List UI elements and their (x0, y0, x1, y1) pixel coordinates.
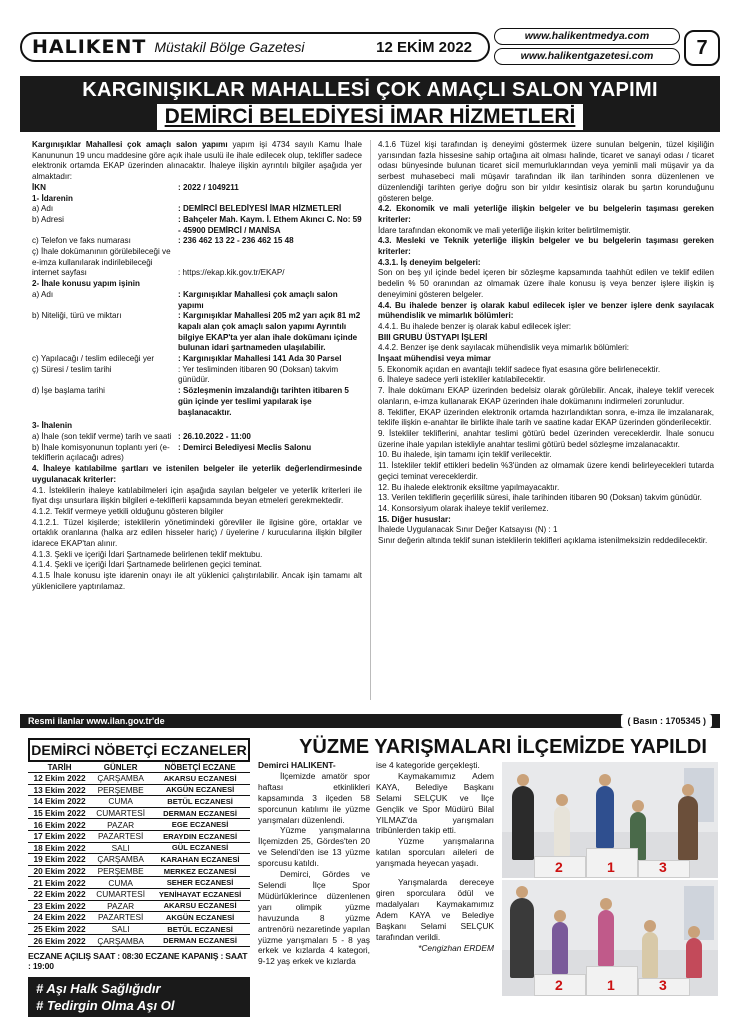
swim-paragraph-6: Yüzme yarışmalarına katılan sporcuları aileleri de yarışmada heyecan yaşadı. (376, 836, 494, 869)
pharmacy-date: 18 Ekim 2022 (28, 842, 91, 854)
admin-name-row (32, 204, 362, 215)
pharmacy-name: GÜL ECZANESİ (150, 842, 250, 854)
tender-column-left (32, 140, 362, 593)
pharmacy-row (28, 784, 250, 796)
pharmacy-day: PERŞEMBE (91, 784, 150, 796)
third-place-head (644, 920, 656, 932)
pharmacy-day: CUMARTESİ (91, 888, 150, 900)
tender-intro (32, 140, 362, 183)
issue-date: 12 EKİM 2022 (376, 38, 472, 56)
clause-14: 14. Konsorsiyum olarak ihaleye teklif verilemez. (378, 503, 549, 513)
winner-head (600, 898, 612, 910)
official-head (516, 886, 528, 898)
admin-phone-label: c) Telefon ve faks numarası (32, 236, 131, 246)
pharmacy-date: 13 Ekim 2022 (28, 784, 91, 796)
swim-paragraph-1: İlçemizde amatör spor haftası etkinlikleri kapsamında 3 ilçeden 58 sporcunun katılımı ile yüzme yarışmaları düzenlendi. (258, 770, 370, 825)
pharmacy-row (28, 830, 250, 842)
work-scope-value: : Kargınışıklar Mahallesi 205 m2 yarı açık 81 m2 kapalı alan çok amaçlı salon yapımı Ayrıntılı bilgiye EKAP'ta yer alan ihale dokümanı içinde bulunan idari şartnameden ulaşılabilir. (178, 311, 361, 353)
section-4-heading: 4. İhaleye katılabilme şartları ve istenilen belgeler ile yeterlik değerlendirmesinde uygulanacak kriterler: (32, 464, 362, 484)
podium-second-label: 2 (555, 977, 563, 993)
pharmacy-day: SALI (91, 842, 150, 854)
pharmacy-name: AKGÜN ECZANESİ (150, 784, 250, 796)
tender-venue-row (32, 443, 362, 464)
swim-article-column-2 (376, 760, 494, 953)
headline-subtitle: DEMİRCİ BELEDİYESİ İMAR HİZMETLERİ (157, 104, 584, 130)
coach-head (682, 784, 694, 796)
work-name-label: a) Adı (32, 289, 54, 299)
winner-head (599, 774, 611, 786)
pharmacy-date: 14 Ekim 2022 (28, 796, 91, 808)
clause-4-4-1: 4.4.1. Bu ihalede benzer iş olarak kabul edilecek işler: (378, 321, 572, 331)
pharmacy-date: 21 Ekim 2022 (28, 877, 91, 889)
admin-name-label: a) Adı (32, 204, 54, 214)
clause-4-1-6: 4.1.6 Tüzel kişi tarafından iş deneyimi göstermek üzere sunulan belgenin, tüzel kişiliğin yarısından fazla hissesine sahip ortağına ait olması halinde, ticaret ve sanayi odası / ticaret odası bünyesinde bulunan ticaret sicil memurluklarından veya yeminli mali müşavir ya da serbest muhasebeci mali müşavir tarafından ilk ilan tarihinden sonra düzenlenen ve düzenlendiği tarihten geriye doğru son bir yıldır kesintisiz olarak bu şartın korunduğunu gösteren belge. (378, 140, 714, 203)
pharmacy-name: BETÜL ECZANESİ (150, 796, 250, 808)
pharmacy-rows (28, 773, 250, 947)
section-1-heading: 1- İdarenin (32, 193, 73, 203)
work-scope-label: b) Niteliği, türü ve miktarı (32, 311, 122, 321)
pharmacy-date: 16 Ekim 2022 (28, 819, 91, 831)
clause-4-2: İdare tarafından ekonomik ve mali yeterliğe ilişkin kriter belirtilmemiştir. (378, 225, 631, 235)
pharmacy-day: PAZARTESİ (91, 830, 150, 842)
official-ads-note[interactable]: Resmi ilanlar www.ilan.gov.tr'de (28, 716, 165, 726)
pharmacy-name: KARAHAN ECZANESİ (150, 854, 250, 866)
work-scope-row (32, 311, 362, 354)
clause-4-1-2: 4.1.2. Teklif vermeye yetkili olduğunu gösteren bilgiler (32, 506, 224, 516)
pharmacy-day: ÇARŞAMBA (91, 935, 150, 947)
pharmacy-col-day: GÜNLER (91, 763, 150, 773)
podium-first-label: 1 (607, 859, 615, 875)
doc-site-row (32, 247, 362, 279)
work-start-label: d) İşe başlama tarihi (32, 386, 105, 396)
child-figure (686, 938, 702, 978)
pharmacy-day: CUMA (91, 796, 150, 808)
clause-4-1-2-1: 4.1.2.1. Tüzel kişilerde; isteklilerin yönetimindeki görevliler ile ilgisine göre, ortaklar ve ortaklık oranlarına (halka arz edilen hisseler hariç) / üyelerine / kurucularına ilişkin bilgiler idarece EKAP'tan alınır. (32, 517, 362, 549)
clause-4-1-4: 4.1.4. Şekli ve içeriği İdari Şartnamede belirlenen geçici teminat. (32, 560, 262, 570)
coach-figure (678, 796, 698, 860)
pharmacy-day: CUMA (91, 877, 150, 889)
clause-15-coefficient: İhalede Uygulanacak Sınır Değer Katsayısı (N) : 1 (378, 525, 558, 535)
clause-13: 13. Verilen tekliflerin geçerlilik süresi, ihale tarihinden itibaren 90 (Doksan) takvim günüdür. (378, 493, 702, 503)
pharmacy-row (28, 842, 250, 854)
clause-15-rejection: Sınır değerin altında teklif sunan isteklilerin teklifleri açıklama istenilmeksizin reddedilecektir. (378, 536, 708, 546)
podium-second-label: 2 (555, 859, 563, 875)
headline-banner (20, 76, 720, 132)
vaccine-slogan-box (28, 977, 250, 1017)
pharmacy-day: ÇARŞAMBA (91, 773, 150, 785)
official-figure (510, 898, 534, 978)
headline-title: KARGINIŞIKLAR MAHALLESİ ÇOK AMAÇLI SALON YAPIMI (82, 79, 658, 101)
podium-third (638, 860, 690, 878)
pharmacy-date: 22 Ekim 2022 (28, 888, 91, 900)
pharmacy-day: PAZARTESİ (91, 912, 150, 924)
pharmacy-title: DEMİRCİ NÖBETÇİ ECZANELER (28, 738, 250, 762)
podium-third (638, 978, 690, 996)
work-duration-value: : Yer tesliminden itibaren 90 (Doksan) takvim günüdür. (178, 364, 339, 385)
second-place-figure (552, 922, 568, 974)
clause-4-1-3: 4.1.3. Şekli ve içeriği İdari Şartnamede belirlenen teklif mektubu. (32, 549, 263, 559)
podium-second (534, 856, 586, 878)
ikn-value: : 2022 / 1049211 (178, 182, 239, 192)
doc-site-label: ç) İhale dokümanının görülebileceği ve e-imza kullanılarak indirilebileceği internet sayfası (32, 247, 171, 278)
masthead-bar (20, 32, 490, 62)
newspaper-subtitle: Müstakil Bölge Gazetesi (154, 39, 305, 55)
podium-third-label: 3 (659, 859, 667, 875)
pharmacy-name: AKGÜN ECZANESİ (150, 912, 250, 924)
clause-7: 7. İhale dokümanı EKAP üzerinden bedelsiz olarak görülebilir. Ancak, ihaleye teklif verecek olanların, e-imza kullanarak EKAP üzerinden ihale dokümanını indirmeleri zorunludur. (378, 386, 714, 406)
admin-address-label: b) Adresi (32, 214, 64, 224)
official-ads-strip (20, 714, 720, 728)
website-link-2[interactable]: www.halikentgazetesi.com (494, 48, 680, 65)
pharmacy-date: 20 Ekim 2022 (28, 865, 91, 877)
pharmacy-name: MERKEZ ECZANESİ (150, 865, 250, 877)
work-duration-row (32, 365, 362, 386)
section-3-heading: 3- İhalenin (32, 421, 73, 431)
clause-4-3-1-heading: 4.3.1. İş deneyim belgeleri: (378, 257, 481, 267)
admin-phone-value: : 236 462 13 22 - 236 462 15 48 (178, 236, 294, 246)
pharmacy-row (28, 900, 250, 912)
clause-15-heading: 15. Diğer hususlar: (378, 514, 451, 524)
work-start-row (32, 386, 362, 418)
pharmacy-col-date: TARİH (28, 763, 91, 773)
pharmacy-date: 17 Ekim 2022 (28, 830, 91, 842)
pharmacy-header-row (28, 763, 250, 773)
work-location-value: : Kargınışıklar Mahallesi 141 Ada 30 Parsel (178, 354, 342, 364)
newspaper-name: HALIKENT (32, 36, 147, 58)
clause-5: 5. Ekonomik açıdan en avantajlı teklif sadece fiyat esasına göre belirlenecektir. (378, 364, 661, 374)
clause-4-3-1: Son on beş yıl içinde bedel içeren bir sözleşme kapsamında taahhüt edilen ve teklif edilen bedelin % 50 oranından az olmamak üzere ihale konusu iş veya benzer işlere ilişkin iş deneyimini gösteren belgeler. (378, 268, 714, 299)
winner-figure (598, 910, 614, 966)
pharmacy-date: 23 Ekim 2022 (28, 900, 91, 912)
swim-paragraph-4: ise 4 kategoride gerçekleşti. (376, 760, 480, 770)
pharmacy-name: ERAYDIN ECZANESİ (150, 830, 250, 842)
pharmacy-row (28, 888, 250, 900)
admin-phone-row (32, 236, 362, 247)
pharmacy-name: YENİHAYAT ECZANESİ (150, 888, 250, 900)
tender-date-value: : 26.10.2022 - 11:00 (178, 431, 251, 441)
pharmacy-date: 19 Ekim 2022 (28, 854, 91, 866)
clause-10: 10. Bu ihalede, işin tamamı için teklif verilecektir. (378, 450, 552, 460)
second-place-head (554, 910, 566, 922)
pharmacy-name: AKARSU ECZANESİ (150, 900, 250, 912)
page-number: 7 (684, 30, 720, 66)
podium-first (586, 966, 638, 996)
tender-intro-bold: Kargınışıklar Mahallesi çok amaçlı salon yapımı (32, 140, 228, 149)
swim-paragraph-7: Yarışmalarda dereceye giren sporculara ödül ve madalyaları Kaymakamımız Adem KAYA ve Belediye Başkanı Selami SELÇUK tarafından verildi. (376, 877, 494, 942)
pharmacy-day: PAZAR (91, 819, 150, 831)
pharmacy-name: BETÜL ECZANESİ (150, 923, 250, 935)
swim-paragraph-3: Demirci, Gördes ve Selendi İlçe Spor Müdürlüklerince düzenlenen yarı olimpik yüzme havuzunda 8 yüzme antrenörü nezaretinde yapılan yüzme yarışmaları 5 - 8 yaş erkek ve kızlarda 4 kategori, 9-12 yaş erkek ve kızlarda (258, 869, 370, 967)
pharmacy-name: EGE ECZANESİ (150, 819, 250, 831)
doc-site-value[interactable]: : https://ekap.kik.gov.tr/EKAP/ (178, 268, 285, 278)
pharmacy-date: 25 Ekim 2022 (28, 923, 91, 935)
pharmacy-table (28, 763, 250, 947)
work-location-row (32, 354, 362, 365)
swim-paragraph-2: Yüzme yarışmalarına İlçemizden 25, Gördes'ten 20 ve Selendi'den ise 13 yüzme sporcusu katıldı. (258, 825, 370, 869)
section-2-heading: 2- İhale konusu yapım işinin (32, 279, 140, 289)
masthead (20, 28, 720, 72)
pharmacy-day: CUMARTESİ (91, 807, 150, 819)
author-signature: *Cengizhan ERDEM (418, 942, 494, 953)
pharmacy-row (28, 923, 250, 935)
clause-6: 6. İhaleye sadece yerli istekliler katılabilecektir. (378, 375, 546, 385)
pharmacy-row (28, 773, 250, 785)
work-location-label: c) Yapılacağı / teslim edileceği yer (32, 354, 155, 364)
pharmacy-row (28, 935, 250, 947)
pharmacy-day: PERŞEMBE (91, 865, 150, 877)
third-place-figure (642, 932, 658, 978)
pharmacy-row (28, 796, 250, 808)
clause-4-3-heading: 4.3. Mesleki ve Teknik yeterliğe ilişkin belgeler ve bu belgelerin taşıması gereken kriterler: (378, 236, 714, 257)
podium-second (534, 974, 586, 996)
vaccine-slogan-2: # Tedirgin Olma Aşı Ol (36, 997, 175, 1013)
swim-article-title: YÜZME YARIŞMALARI İLÇEMİZDE YAPILDI (299, 736, 707, 758)
website-links (494, 28, 680, 68)
engineering-fields: İnşaat mühendisi veya mimar (378, 354, 491, 364)
ikn-label: İKN (32, 182, 46, 192)
pharmacy-date: 26 Ekim 2022 (28, 935, 91, 947)
child-head (688, 926, 700, 938)
vaccine-slogan-1: # Aşı Halk Sağlığıdır (36, 980, 161, 996)
pharmacy-name: DERMAN ECZANESİ (150, 935, 250, 947)
third-place-head (632, 800, 644, 812)
tender-intro-text: yapım işi 4734 sayılı Kamu İhale Kanununun 19 uncu maddesine göre açık ihale usulü ile ihale edilecek olup, teklifler sadece elektronik ortamda EKAP üzerinden alınacaktır. İhaleye ilişkin ayrıntılı bilgiler aşağıda yer almaktadır: (32, 140, 362, 182)
pharmacy-date: 24 Ekim 2022 (28, 912, 91, 924)
pharmacy-row (28, 819, 250, 831)
swim-article-column-1 (258, 760, 370, 967)
second-place-head (556, 794, 568, 806)
pharmacy-date: 15 Ekim 2022 (28, 807, 91, 819)
pharmacy-name: AKARSU ECZANESİ (150, 773, 250, 785)
work-name-value: : Kargınışıklar Mahallesi çok amaçlı salon yapımı (178, 289, 338, 310)
clause-4-1-5: 4.1.5 İhale konusu işte idarenin onayı ile alt yüklenici çalıştırılabilir. Ancak işin tamamı alt yüklenicilere yaptırılamaz. (32, 571, 362, 591)
tender-venue-value: : Demirci Belediyesi Meclis Salonu (178, 442, 312, 452)
press-code: ( Basın : 1705345 ) (621, 714, 712, 728)
column-divider (370, 140, 371, 700)
clause-4-1: 4.1. İsteklilerin ihaleye katılabilmeleri için aşağıda sayılan belgeler ve yeterlik kriterleri ile fiyat dışı unsurlara ilişkin bilgileri e-tekliflerii kapsamında beyan etmeleri gerekmektedir. (32, 485, 362, 506)
award-photo-2 (502, 880, 718, 996)
similar-work-group: BIII GRUBU ÜSTYAPI İŞLERİ (378, 332, 488, 342)
podium-first (586, 848, 638, 878)
winner-figure (596, 786, 614, 848)
podium-third-label: 3 (659, 977, 667, 993)
pharmacy-col-name: NÖBETÇİ ECZANE (150, 763, 250, 773)
pharmacy-day: PAZAR (91, 900, 150, 912)
pharmacy-row (28, 865, 250, 877)
pharmacy-name: DERMAN ECZANESİ (150, 807, 250, 819)
award-photo-1 (502, 762, 718, 878)
clause-4-2-heading: 4.2. Ekonomik ve mali yeterliğe ilişkin belgeler ve bu belgelerin taşıması gereken kriterler: (378, 204, 714, 224)
admin-address-row (32, 215, 362, 236)
official-figure (512, 786, 534, 860)
work-name-row (32, 290, 362, 311)
admin-name-value: : DEMİRCİ BELEDİYESİ İMAR HİZMETLERİ (178, 204, 342, 214)
website-link-1[interactable]: www.halikentmedya.com (494, 28, 680, 45)
tender-venue-label: b) İhale komisyonunun toplantı yeri (e-tekliflerin açılacağı adres) (32, 442, 170, 463)
official-head (517, 774, 529, 786)
pharmacy-row (28, 854, 250, 866)
swim-paragraph-5: Kaymakamımız Adem KAYA, Belediye Başkanı Selami SELÇUK ve İlçe Gençlik ve Spor Müdürü Bilal YILMAZ'da yarışmaları tribünlerden takip etti. (376, 770, 494, 836)
clause-9: 9. İstekliler tekliflerini, anahtar teslimi götürü bedel üzerinden vereceklerdir. İhale sonucu üzerine ihale yapılan istekliyle anahtar teslimi götürü bedel sözleşme imzalanacaktır. (378, 428, 714, 449)
clause-4-4-2: 4.4.2. Benzer işe denk sayılacak mühendislik veya mimarlık bölümleri: (378, 343, 630, 353)
pharmacy-date: 12 Ekim 2022 (28, 773, 91, 785)
pharmacy-row (28, 912, 250, 924)
clause-11: 11. İstekliler teklif ettikleri bedelin %3'ünden az olmamak üzere kendi belirleyecekleri tutarda geçici teminat vereceklerdir. (378, 461, 714, 481)
clause-8: 8. Teklifler, EKAP üzerinden elektronik ortamda hazırlandıktan sonra, e-imza ile imzalanarak, teklife ilişkin e-anahtar ile birlikte ihale tarih ve saatine kadar EKAP üzerinden gönderilecektir. (378, 407, 714, 428)
swim-article-lead: Demirci HALIKENT- (258, 760, 336, 770)
work-duration-label: ç) Süresi / teslim tarihi (32, 364, 112, 374)
ikn-row (32, 183, 362, 194)
clause-4-4-heading: 4.4. Bu ihalede benzer iş olarak kabul edilecek işler ve benzer işlere denk sayılacak mühendislik ve mimarlık bölümleri: (378, 300, 714, 321)
tender-column-right (378, 140, 714, 547)
tender-date-label: a) İhale (son teklif verme) tarih ve saati (32, 431, 172, 441)
work-start-value: : Sözleşmenin imzalandığı tarihten itibaren 5 gün içinde yer teslimi yapılarak işe başlanacaktır. (178, 386, 349, 417)
clause-12: 12. Bu ihalede elektronik eksiltme yapılmayacaktır. (378, 482, 560, 492)
pharmacy-day: ÇARŞAMBA (91, 854, 150, 866)
pharmacy-box (28, 738, 250, 1017)
podium-first-label: 1 (607, 977, 615, 993)
pharmacy-row (28, 877, 250, 889)
pharmacy-hours: ECZANE AÇILIŞ SAAT : 08:30 ECZANE KAPANIŞ : SAAT : 19:00 (28, 950, 248, 971)
second-place-figure (554, 806, 570, 856)
tender-date-row (32, 432, 362, 443)
admin-address-value: : Bahçeler Mah. Kaym. İ. Ethem Akıncı C. No: 59 - 45900 DEMİRCİ / MANİSA (178, 214, 362, 235)
pharmacy-row (28, 807, 250, 819)
pharmacy-name: SEHER ECZANESİ (150, 877, 250, 889)
pharmacy-day: SALI (91, 923, 150, 935)
